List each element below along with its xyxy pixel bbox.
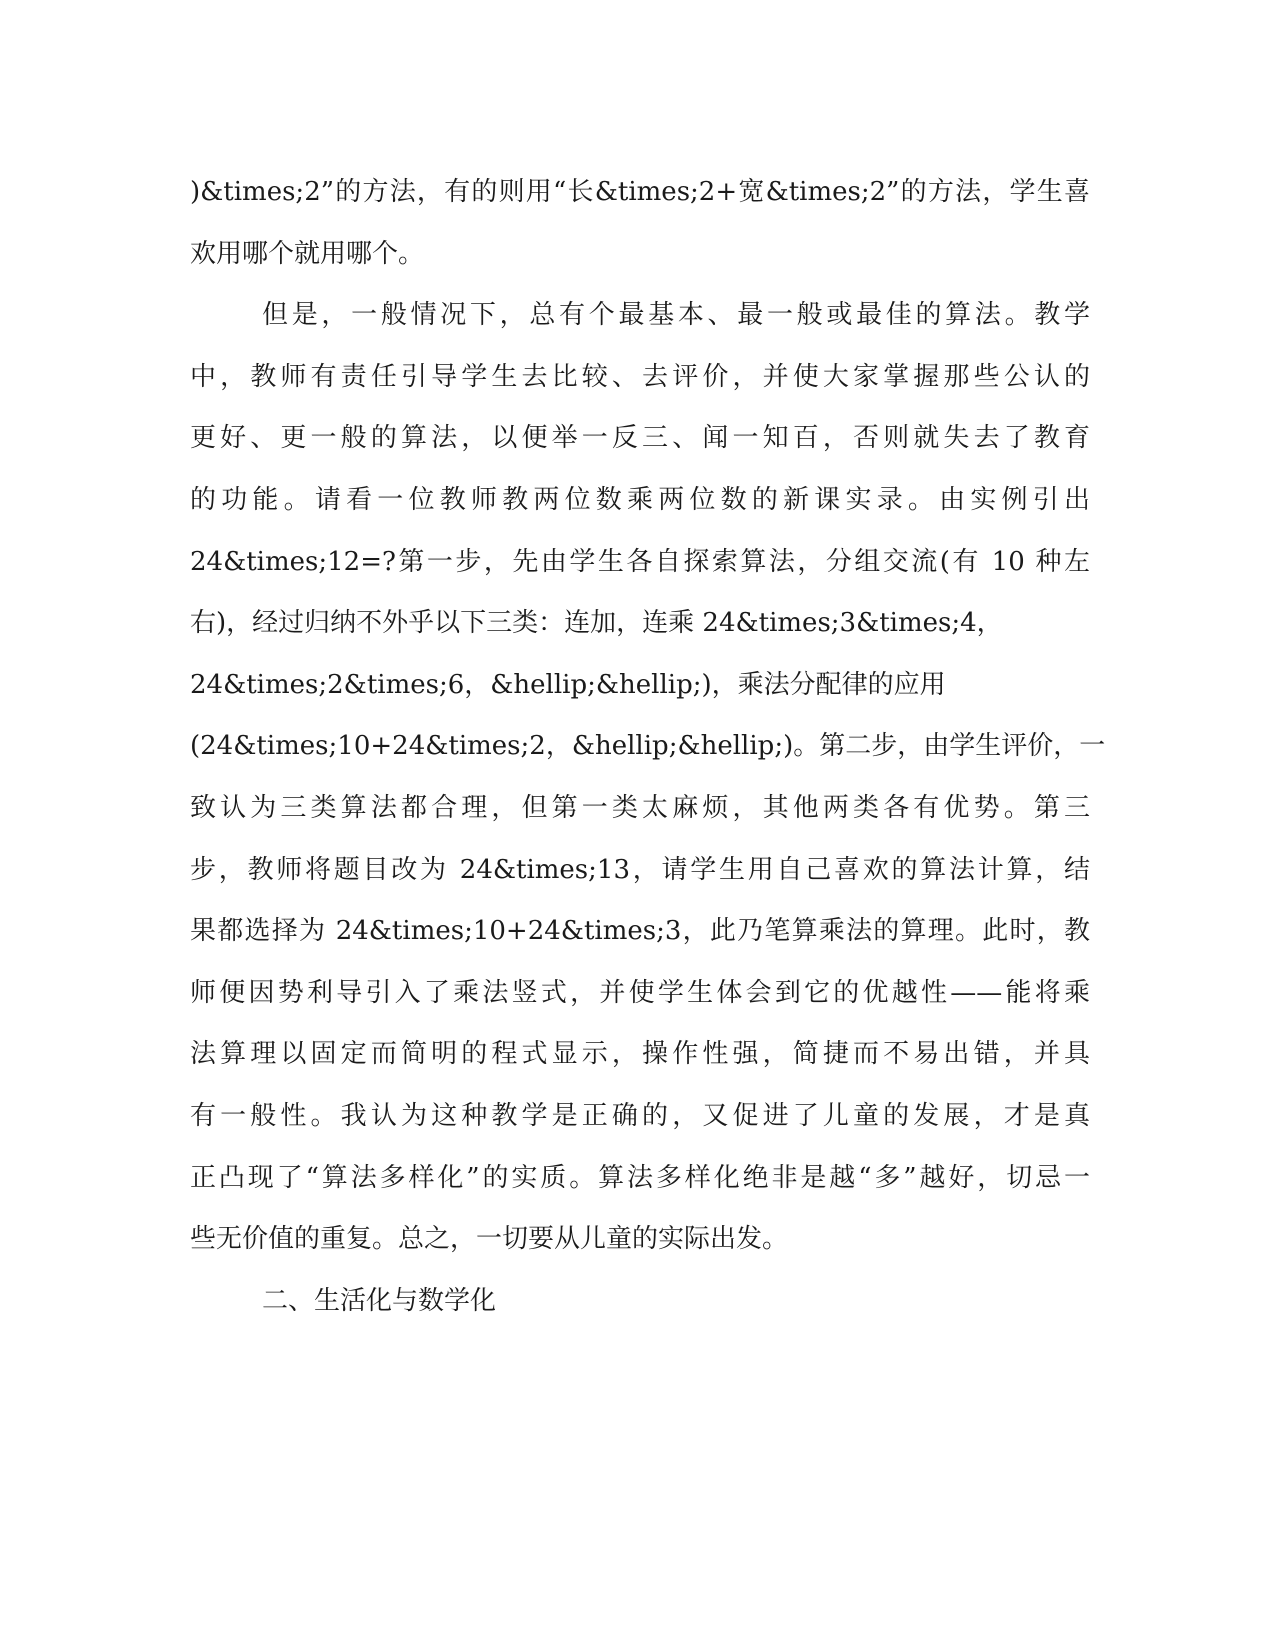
text-line: 24&times;12=?第一步，先由学生各自探索算法，分组交流(有 10 种左 xyxy=(190,546,1090,577)
text-line: 正凸现了“算法多样化”的实质。算法多样化绝非是越“多”越好，切忌一 xyxy=(190,1162,1090,1193)
text-line: )&times;2”的方法，有的则用“长&times;2+宽&times;2”的方法，学生喜 xyxy=(190,177,1090,207)
body-text xyxy=(190,162,1106,1332)
text-line: 更好、更一般的算法，以便举一反三、闻一知百，否则就失去了教育 xyxy=(190,423,1090,454)
text-line: 但是，一般情况下，总有个最基本、最一般或最佳的算法。教学 xyxy=(262,300,1090,331)
text-line: 右)，经过归纳不外乎以下三类：连加，连乘 24&times;3&times;4， xyxy=(190,608,1003,639)
text-line: 步，教师将题目改为 24&times;13，请学生用自己喜欢的算法计算，结 xyxy=(190,854,1090,885)
text-line: 致认为三类算法都合理，但第一类太麻烦，其他两类各有优势。第三 xyxy=(190,792,1090,823)
text-line: (24&times;10+24&times;2，&hellip;&hellip;)。第二步，由学生评价，一 xyxy=(190,731,1106,762)
section-heading: 二、生活化与数学化 xyxy=(262,1285,497,1316)
text-line: 师便因势利导引入了乘法竖式，并使学生体会到它的优越性——能将乘 xyxy=(190,977,1090,1008)
text-line: 24&times;2&times;6，&hellip;&hellip;)，乘法分配律的应用 xyxy=(190,669,946,700)
text-line: 法算理以固定而简明的程式显示，操作性强，简捷而不易出错，并具 xyxy=(190,1039,1090,1070)
text-line: 有一般性。我认为这种教学是正确的，又促进了儿童的发展，才是真 xyxy=(190,1100,1090,1131)
text-line: 些无价值的重复。总之，一切要从儿童的实际出发。 xyxy=(190,1224,789,1255)
text-line: 果都选择为 24&times;10+24&times;3，此乃笔算乘法的算理。此时，教 xyxy=(190,916,1090,947)
text-line: 的功能。请看一位教师教两位数乘两位数的新课实录。由实例引出 xyxy=(190,484,1090,515)
text-line: 欢用哪个就用哪个。 xyxy=(190,238,425,269)
text-line: 中，教师有责任引导学生去比较、去评价，并使大家掌握那些公认的 xyxy=(190,361,1090,392)
